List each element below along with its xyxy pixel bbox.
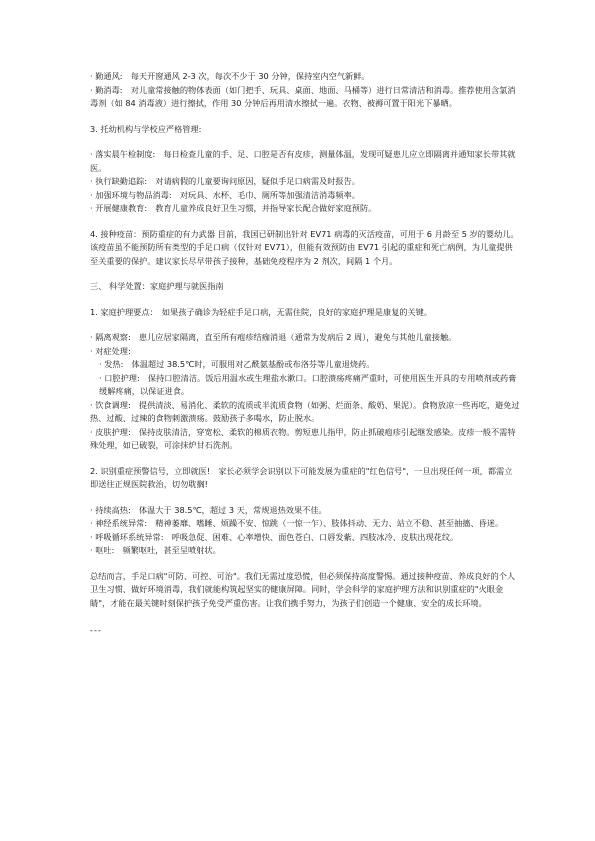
- respiratory-item: · 呼吸循环系统异常: 呼吸急促、困难、心率增快、面色苍白、口唇发紫、四肢冰冷、皮肤出现花纹。: [90, 531, 459, 542]
- warning-signs-intro: 2. 识别重症预警信号，立即就医! 家长必须学会识别以下可能发展为重症的"红色信号"，一旦出现任何一项，都需立即送往正规医院救治，切勿耽搁!: [90, 465, 513, 489]
- neuro-item: · 神经系统异常: 精神萎靡、嗜睡、烦躁不安、惊跳（一惊一乍）、肢体抖动、无力、站立不稳、甚至抽搐、昏迷。: [90, 518, 504, 528]
- horizontal-rule-text: ---: [90, 625, 102, 635]
- vomiting-item: · 呕吐: 频繁呕吐，甚至呈喷射状。: [90, 545, 221, 555]
- diet-item: · 饮食调理: 提供清淡、易消化、柔软的流质或半流质食物（如粥、烂面条、酸奶、果泥）。食物放凉一些再吃，避免过热、过酸、过辣的食物刺激溃疡。鼓励孩子多喝水，防止脱水。: [90, 399, 520, 423]
- high-fever-item: · 持续高热: 体温大于 38.5℃，超过 3 天，常规退热效果不佳。: [90, 504, 327, 515]
- ventilation-item: · 勤通风: 每天开窗通风 2-3 次，每次不少于 30 分钟，保持室内空气新鲜。: [90, 71, 370, 81]
- part-3-heading: 三、 科学处置：家庭护理与就医指南: [90, 281, 224, 291]
- conclusion-paragraph: 总结而言，手足口病"可防、可控、可治"。我们无需过度恐慌，但必须保持高度警惕。通过接种疫苗、养成良好的个人卫生习惯、做好环境消毒，我们就能构筑起坚实的健康屏障。同时，学会科学的家庭护理方法和识别重症的"火眼金睛"，才能在最关键时刻保护孩子免受严重伤害。让我们携手努力，为孩子们创造一个健康、安全的成长环境。: [90, 570, 516, 608]
- disinfection-item: · 勤消毒: 对儿童常接触的物体表面（如门把手、玩具、桌面、地面、马桶等）进行日常清洁和消毒。推荐使用含氯消毒剂（如 84 消毒液）进行擦拭，作用 30 分钟后再用清水擦拭一遍。衣物、被褥可置于阳光下暴晒。: [90, 84, 516, 108]
- section-4-vaccine: 4. 接种疫苗：预防重症的有力武器 目前，我国已研制出针对 EV71 病毒的灭活疫苗，可用于 6 月龄至 5 岁的婴幼儿。该疫苗虽不能预防所有类型的手足口病（仅针对 EV71），但能有效预防由 EV71 引起的重症和死亡病例，为儿童提供至关重要的保护。建议家长尽早带孩子接种，基础免疫程序为 2 剂次，间隔 1 个月。: [90, 228, 519, 266]
- absence-tracking-item: · 执行缺勤追踪: 对请病假的儿童要询问原因，疑似手足口病需及时报告。: [90, 176, 360, 186]
- oral-care-item: · 口腔护理: 保持口腔清洁。饭后用温水或生理盐水漱口。口腔溃疡疼痛严重时，可使用医生开具的专用喷剂或药膏缓解疼痛，以保证进食。: [99, 372, 517, 396]
- isolation-item: · 隔离观察: 患儿应居家隔离，直至所有疱疹结痂消退（通常为发病后 2 周），避免与其他儿童接触。: [90, 332, 457, 342]
- fever-item: · 发热: 体温超过 38.5℃时，可服用对乙酰氨基酚或布洛芬等儿童退烧药。: [99, 359, 375, 369]
- home-care-intro: 1. 家庭护理要点： 如果孩子确诊为轻症手足口病，无需住院，良好的家庭护理是康复的关键。: [90, 306, 433, 317]
- skin-care-item: · 皮肤护理: 保持皮肤清洁，穿宽松、柔软的棉质衣物。剪短患儿指甲，防止抓破疱疹引起继发感染。皮疹一般不需特殊处理，如已破裂，可涂抹炉甘石洗剂。: [90, 426, 516, 450]
- document-page: [90, 70, 520, 638]
- section-3-heading: 3. 托幼机构与学校应严格管理:: [90, 123, 202, 134]
- environment-disinfection-item: · 加强环境与物品消毒: 对玩具、水杯、毛巾、厕所等加强清洁消毒频率。: [90, 189, 360, 200]
- health-education-item: · 开展健康教育: 教育儿童养成良好卫生习惯，并指导家长配合做好家庭预防。: [90, 203, 377, 213]
- morning-check-item: · 落实晨午检制度: 每日检查儿童的手、足、口腔是否有皮疹，测量体温，发现可疑患儿应立即隔离并通知家长带其就医。: [90, 149, 516, 173]
- symptom-treatment-item: · 对症处理:: [90, 345, 131, 356]
